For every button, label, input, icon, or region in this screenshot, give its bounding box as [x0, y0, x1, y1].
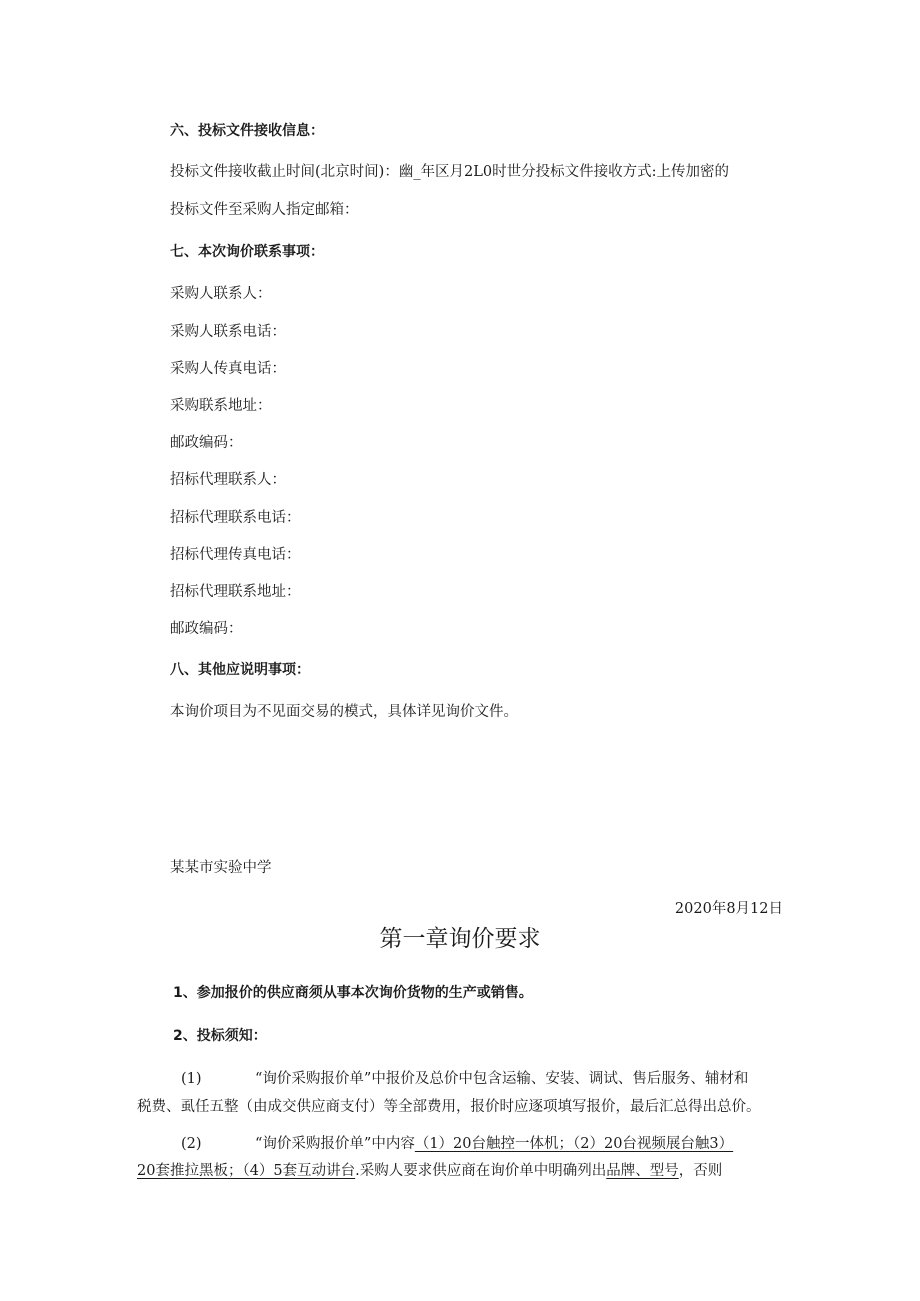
- section7-heading: 七、本次询价联系事项：: [170, 244, 324, 260]
- requirement-item-2: 2、投标须知：: [173, 1028, 267, 1044]
- paragraph-2-items-underlined: （1）20台触控一体机；（2）20台视频展台触3）: [414, 1136, 734, 1152]
- paragraph-1-line2: 税费、虱任五整（由成交供应商支付）等全部费用，报价时应逐项填写报价，最后汇总得出总价。: [137, 1099, 761, 1115]
- section8-text: 本询价项目为不见面交易的模式，具体详见询价文件。: [170, 704, 518, 720]
- section6-heading: 六、投标文件接收信息：: [170, 123, 324, 139]
- signature-org: 某某市实验中学: [170, 860, 272, 876]
- paragraph-1-number: (1): [181, 1071, 202, 1087]
- paragraph-2-text-end: ，否则: [678, 1163, 723, 1179]
- paragraph-2-line1: [255, 1134, 733, 1154]
- paragraph-2-text: “询价采购报价单”中内容: [255, 1136, 415, 1152]
- requirement-item-1: 1、参加报价的供应商须从事本次询价货物的生产或销售。: [173, 985, 533, 1001]
- paragraph-2-line2: [137, 1161, 722, 1181]
- section6-line2: 投标文件至采购人指定邮箱：: [170, 202, 359, 218]
- section8-heading: 八、其他应说明事项：: [170, 662, 310, 678]
- contact-item: 邮政编码：: [170, 435, 243, 451]
- contact-item: 采购联系地址：: [170, 398, 272, 414]
- contact-item: 采购人联系人：: [170, 286, 272, 302]
- section6-line1: 投标文件接收截止时间(北京时间)：幽_年区月2L0时世分投标文件接收方式:上传加密的: [170, 164, 730, 180]
- contact-item: 招标代理联系人：: [170, 472, 286, 488]
- paragraph-2-number: (2): [181, 1136, 202, 1152]
- contact-item: 招标代理联系地址：: [170, 584, 301, 600]
- contact-item: 邮政编码：: [170, 621, 243, 637]
- contact-item: 采购人联系电话：: [170, 324, 286, 340]
- contact-item: 招标代理联系电话：: [170, 510, 301, 526]
- chapter-title: 第一章询价要求: [379, 926, 541, 952]
- brand-model-underlined: 品牌、型号: [606, 1163, 679, 1179]
- contact-item: 招标代理传真电话：: [170, 547, 301, 563]
- paragraph-2-text-cont: .采购人要求供应商在询价单中明确列出: [355, 1163, 607, 1179]
- paragraph-1-line1: “询价采购报价单”中报价及总价中包含运输、安装、调试、售后服务、辅材和: [255, 1071, 749, 1087]
- paragraph-2-items-underlined-cont: 20套推拉黑板；（4）5套互动讲台: [137, 1163, 356, 1179]
- contact-item: 采购人传真电话：: [170, 361, 286, 377]
- signature-date: 2020年8月12日: [674, 901, 783, 917]
